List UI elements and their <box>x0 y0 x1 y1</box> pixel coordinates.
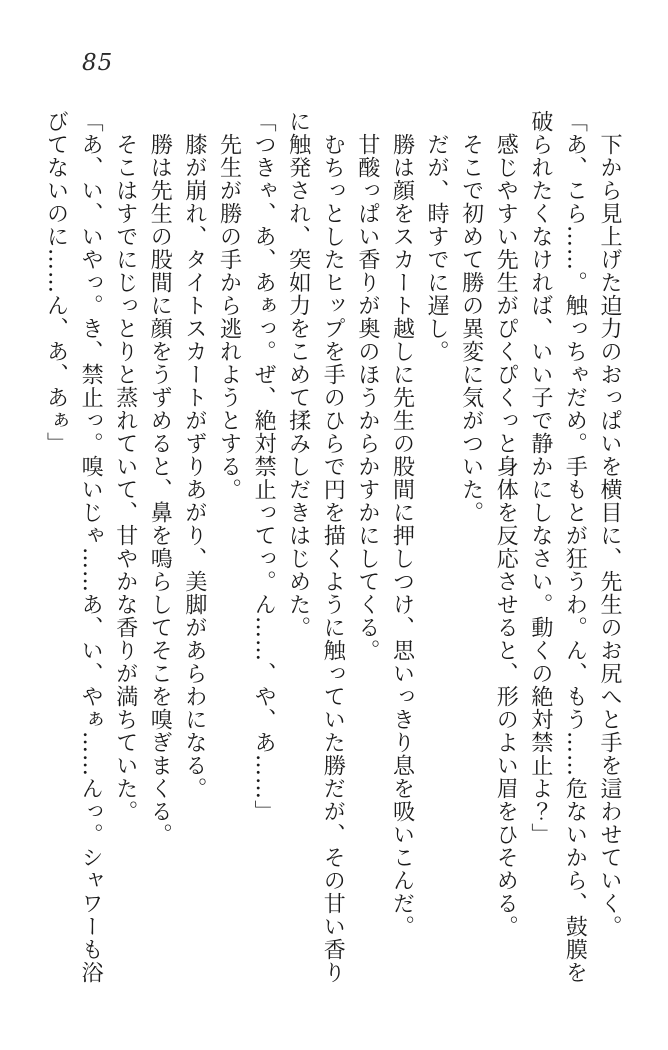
page-number: 85 <box>82 50 114 76</box>
paragraph: 先生が勝の手から逃れようとする。 <box>216 133 242 501</box>
page-text-body <box>38 110 626 988</box>
paragraph: そこはすでにじっとりと蒸れていて、甘やかな香りが満ちていた。 <box>112 133 138 823</box>
paragraph: 「あ、い、いやっ。き、禁止っ。嗅いじゃ……あ、い、やぁ……んっ。シャワーも浴びてないのに……ん、あ、あぁ」 <box>43 110 104 984</box>
paragraph: 「つきゃ、あ、あぁっ。ぜ、絶対禁止ってっ。ん……、や、あ……」 <box>251 110 277 823</box>
paragraph: むちっとしたヒップを手のひらで円を描くように触っていた勝だが、その甘い香りに触発され、突如力をこめて揉みしだきはじめた。 <box>285 110 346 984</box>
paragraph: 下から見上げた迫力のおっぱいを横目に、先生のお尻へと手を這わせていく。 <box>597 133 622 938</box>
paragraph: 「あ、こら……。触っちゃだめ。手もとが狂うわ。ん、もう……危ないから、鼓膜を破られたくなければ、いい子で静かにしなさい。動くの絶対禁止よ？」 <box>527 110 588 984</box>
paragraph: 甘酸っぱい香りが奥のほうからかすかにしてくる。 <box>354 133 380 662</box>
paragraph: 勝は顔をスカート越しに先生の股間に押しつけ、思いっきり息を吸いこんだ。 <box>389 133 415 938</box>
paragraph: 勝は先生の股間に顔をうずめると、鼻を鳴らしてそこを嗅ぎまくる。 <box>147 133 173 846</box>
paragraph: そこで初めて勝の異変に気がついた。 <box>458 133 484 524</box>
paragraph: 膝が崩れ、タイトスカートがずりあがり、美脚があらわになる。 <box>181 133 207 800</box>
paragraph: だが、時すでに遅し。 <box>424 133 450 363</box>
paragraph: 感じやすい先生がぴくぴくっと身体を反応させると、形のよい眉をひそめる。 <box>493 133 519 938</box>
